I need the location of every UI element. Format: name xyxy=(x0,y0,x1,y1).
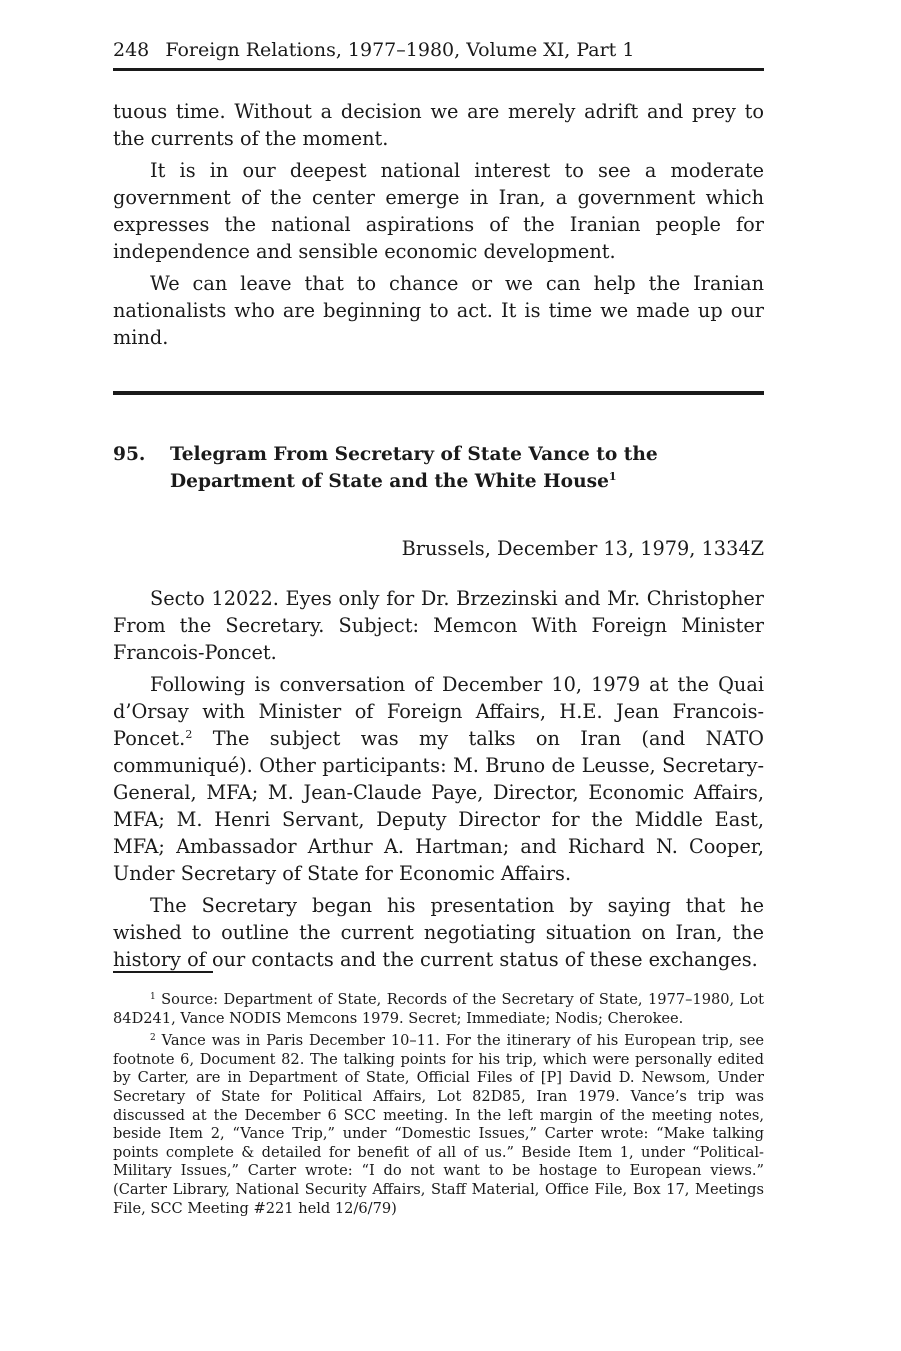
paragraph-text: The subject was my talks on Iran (and NATO communiqué). Other participants: M. Bruno de Leusse, Secretary-General, MFA; M. Jean-Claude Paye, Director, Economic Affairs, MFA; M. Henri Servant, Deputy Director for the Middle East, MFA; Ambassador Arthur A. Hartman; and Richard N. Cooper, Under Secretary of State for Economic Affairs. xyxy=(113,727,764,885)
running-head xyxy=(113,38,764,62)
document-number: 95. xyxy=(113,444,146,465)
footnote xyxy=(113,1032,764,1218)
footnotes xyxy=(113,991,764,1222)
footnote-text: Source: Department of State, Records of the Secretary of State, 1977–1980, Lot 84D241, Vance NODIS Memcons 1979. Secret; Immediate; Nodis; Cherokee. xyxy=(113,991,764,1027)
footnote-ref[interactable]: 2 xyxy=(185,728,193,741)
body-paragraph: It is in our deepest national interest to see a moderate government of the center emerge in Iran, a government which expresses the national aspirations of the Iranian people for independence and sensible economic development. xyxy=(113,159,764,263)
paragraph-text: Following is conversation of December 10, 1979 at the Quai d’Orsay with Minister of Foreign Affairs, H.E. Jean Francois-Poncet. xyxy=(113,673,764,750)
dateline: Brussels, December 13, 1979, 1334Z xyxy=(401,537,764,560)
document-title-wrap xyxy=(170,441,745,495)
body-paragraph: Secto 12022. Eyes only for Dr. Brzezinski and Mr. Christopher From the Secretary. Subject: Memcon With Foreign Minister Francois-Poncet. xyxy=(113,587,764,664)
document-separator-rule xyxy=(113,391,764,395)
body-paragraph: We can leave that to chance or we can help the Iranian nationalists who are beginning to act. It is time we made up our mind. xyxy=(113,272,764,349)
footnote-ref[interactable]: 1 xyxy=(608,470,617,483)
body-paragraph-with-note xyxy=(113,671,764,887)
footnote-text: Vance was in Paris December 10–11. For the itinerary of his European trip, see footnote 6, Document 82. The talking points for his trip, which were personally edited by Carter, are in Department of State, Official Files of [P] David D. Newsom, Under Secretary of State for Political Affairs, Lot 82D85, Iran 1979. Vance’s trip was discussed at the December 6 SCC meeting. In the left margin of the meeting notes, beside Item 2, “Vance Trip,” under “Domestic Issues,” Carter wrote: “Make talking points complete & detailed for benefit of all of us.” Beside Item 1, under “Political-Military Issues,” Carter wrote: “I do not want to be hostage to European views.” (Carter Library, National Security Affairs, Staff Material, Office File, Box 17, Meetings File, SCC Meeting #221 held 12/6/79) xyxy=(113,1032,764,1217)
footnote-marker: 1 xyxy=(150,992,156,1002)
header-rule xyxy=(113,68,764,71)
body-paragraph: The Secretary began his presentation by saying that he wished to outline the current negotiating situation on Iran, the history of our contacts and the current status of these exchanges. xyxy=(113,894,764,971)
previous-document-text xyxy=(113,98,764,356)
continued-paragraph: tuous time. Without a decision we are merely adrift and prey to the currents of the moment. xyxy=(113,100,764,150)
volume-title: Foreign Relations, 1977–1980, Volume XI, Part 1 xyxy=(165,39,635,61)
document-heading xyxy=(113,441,764,495)
footnote-rule xyxy=(113,971,213,973)
document-body xyxy=(113,585,764,978)
footnote-marker: 2 xyxy=(150,1033,156,1044)
footnote xyxy=(113,991,764,1028)
page-number: 248 xyxy=(113,39,150,61)
document-title: Telegram From Secretary of State Vance to the Department of State and the White House xyxy=(170,444,658,492)
